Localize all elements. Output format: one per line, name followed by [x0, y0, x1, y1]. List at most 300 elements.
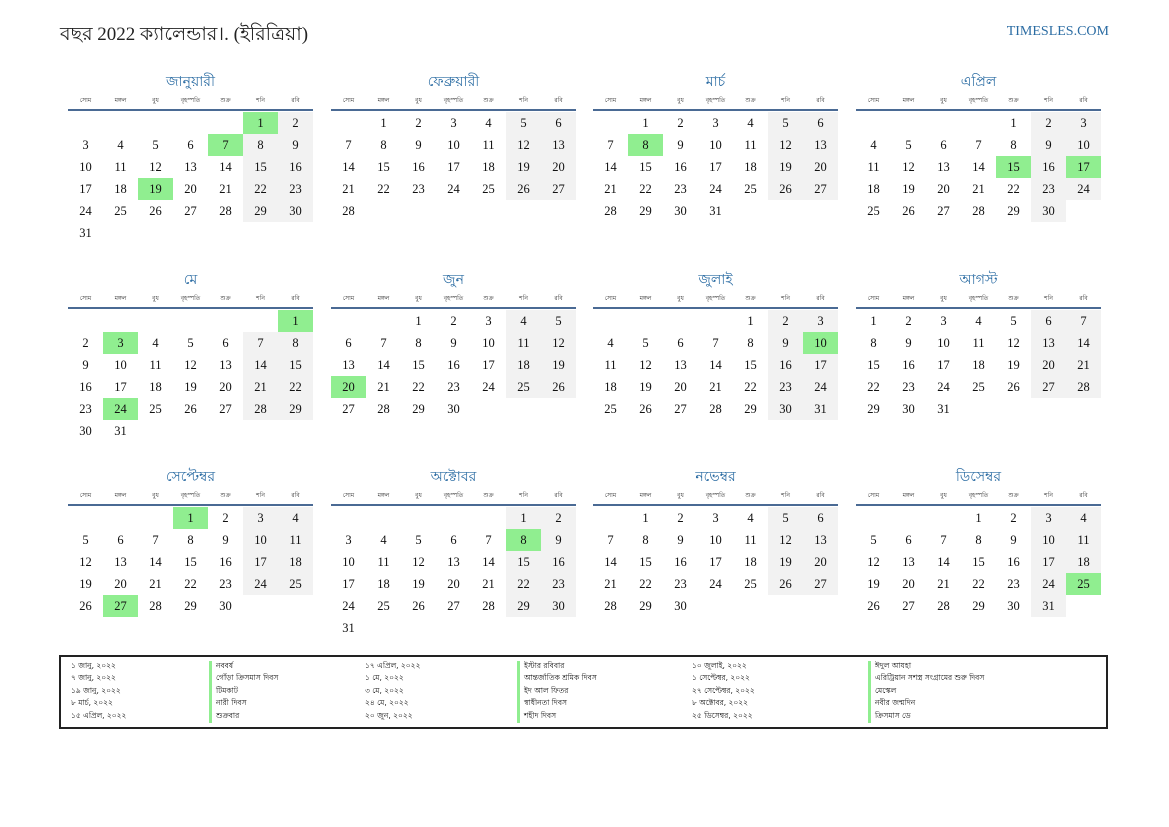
day-cell: 17 [482, 358, 495, 372]
empty-cell [926, 507, 961, 529]
day-cell: 2 [222, 511, 229, 525]
day-cell: 21 [482, 577, 495, 591]
weekday-label: রবি [291, 97, 300, 104]
day-cell: 22 [278, 376, 313, 398]
weekday-header [68, 93, 313, 111]
legend-date: ১৯ জানু, ২০২২ [71, 685, 121, 695]
day-cell: 19 [768, 551, 803, 573]
month-name: এপ্রিল [960, 75, 997, 90]
day-cell: 12 [768, 529, 803, 551]
day-cell: 19 [541, 354, 576, 376]
weekday-label: সোম [79, 295, 92, 302]
weekday-label: শনি [1044, 295, 1053, 302]
month-calendar [856, 468, 1101, 617]
day-cell: 18 [506, 354, 541, 376]
day-cell: 25 [972, 380, 985, 394]
empty-cell [366, 507, 401, 529]
day-cell: 19 [867, 577, 880, 591]
day-cell: 25 [377, 599, 390, 613]
weekday-header [856, 291, 1101, 309]
day-cell: 29 [278, 398, 313, 420]
day-cell: 7 [380, 336, 387, 350]
weekday-label: সোম [867, 295, 880, 302]
page-title: বছর 2022 ক্যালেন্ডার।. (ইরিত্রিয়া) [60, 24, 309, 45]
day-cell: 6 [541, 112, 576, 134]
day-cell: 22 [867, 380, 880, 394]
day-cell: 29 [639, 204, 652, 218]
day-cell: 4 [1066, 507, 1101, 529]
day-cell: 14 [937, 555, 950, 569]
month-calendar [593, 468, 838, 617]
day-cell: 5 [82, 533, 89, 547]
weekday-label: সোম [79, 492, 92, 499]
weekday-label: রবি [291, 492, 300, 499]
day-cell: 28 [972, 204, 985, 218]
day-cell: 6 [803, 112, 838, 134]
empty-cell [593, 310, 628, 332]
day-cell: 15 [744, 358, 757, 372]
day-cell: 4 [607, 336, 614, 350]
weekday-label: রবি [554, 492, 563, 499]
day-cell: 22 [744, 380, 757, 394]
day-cell: 9 [450, 336, 457, 350]
empty-cell [891, 507, 926, 529]
weekday-label: শনি [781, 295, 790, 302]
day-cell: 23 [447, 380, 460, 394]
day-cell: 9 [222, 533, 229, 547]
day-cell: 28 [937, 599, 950, 613]
empty-cell [68, 507, 103, 529]
day-cell: 21 [149, 577, 162, 591]
day-cell: 30 [902, 402, 915, 416]
day-cell: 14 [604, 555, 617, 569]
day-cell: 9 [541, 529, 576, 551]
day-cell: 9 [677, 138, 684, 152]
day-cell: 2 [1010, 511, 1017, 525]
weekday-label: বৃহস্পতি [443, 97, 464, 104]
weekday-header [68, 488, 313, 506]
day-cell: 19 [412, 577, 425, 591]
day-cell: 5 [541, 310, 576, 332]
weekday-label: সোম [342, 492, 355, 499]
day-cell: 16 [219, 555, 232, 569]
day-cell: 11 [482, 138, 495, 152]
weekday-label: মঙ্গল [639, 492, 652, 499]
weekday-label: রবি [1079, 97, 1088, 104]
day-cell: 1 [506, 507, 541, 529]
day-cell: 21 [1066, 354, 1101, 376]
day-cell: 2 [415, 116, 422, 130]
day-cell: 22 [972, 577, 985, 591]
day-cell: 9 [278, 134, 313, 156]
holiday-day-cell: 8 [506, 529, 541, 551]
day-cell: 29 [972, 599, 985, 613]
day-cell: 7 [243, 332, 278, 354]
day-cell: 21 [972, 182, 985, 196]
day-cell: 1 [642, 116, 649, 130]
day-cell: 23 [79, 402, 92, 416]
day-cell: 13 [674, 358, 687, 372]
weekday-label: বৃহস্পতি [705, 295, 726, 302]
weekday-label: রবি [816, 492, 825, 499]
legend-holiday-name: শহীদ দিবস [517, 711, 692, 723]
day-cell: 29 [744, 402, 757, 416]
day-cell: 8 [870, 336, 877, 350]
day-cell: 11 [867, 160, 880, 174]
day-cell: 17 [342, 577, 355, 591]
weekday-label: সোম [867, 97, 880, 104]
day-cell: 26 [506, 178, 541, 200]
day-cell: 16 [79, 380, 92, 394]
month-calendar [68, 468, 313, 617]
weekday-label: বুধ [152, 295, 159, 302]
day-cell: 26 [1007, 380, 1020, 394]
weekday-header [593, 291, 838, 309]
weekday-label: শুক্র [745, 492, 756, 499]
day-cell: 8 [187, 533, 194, 547]
day-cell: 25 [604, 402, 617, 416]
day-cell: 20 [803, 156, 838, 178]
day-cell: 11 [972, 336, 985, 350]
day-cell: 27 [219, 402, 232, 416]
legend-holiday-name: ক্রিসমাস ডে [868, 711, 1108, 723]
day-cell: 1 [380, 116, 387, 130]
weekday-label: শনি [256, 492, 265, 499]
holiday-day-cell: 10 [803, 332, 838, 354]
day-cell: 4 [485, 116, 492, 130]
weekday-label: শনি [1044, 492, 1053, 499]
day-cell: 30 [768, 398, 803, 420]
month-calendar [68, 271, 313, 442]
empty-cell [891, 112, 926, 134]
day-cell: 26 [541, 376, 576, 398]
day-cell: 25 [149, 402, 162, 416]
day-cell: 24 [482, 380, 495, 394]
weekday-label: মঙ্গল [377, 97, 390, 104]
holiday-day-cell: 8 [628, 134, 663, 156]
day-cell: 14 [342, 160, 355, 174]
legend-holiday-name: স্বাধীনতা দিবস [517, 698, 692, 710]
day-cell: 1 [747, 314, 754, 328]
day-cell: 23 [1031, 178, 1066, 200]
day-cell: 27 [803, 573, 838, 595]
day-cell: 12 [506, 134, 541, 156]
month-name: মার্চ [705, 75, 726, 90]
day-cell: 1 [642, 511, 649, 525]
day-cell: 27 [1031, 376, 1066, 398]
day-cell: 19 [1007, 358, 1020, 372]
empty-cell [331, 112, 366, 134]
day-cell: 10 [709, 533, 722, 547]
day-cell: 13 [541, 134, 576, 156]
day-cell: 16 [768, 354, 803, 376]
month-name: মে [183, 273, 198, 288]
holiday-day-cell: 27 [103, 595, 138, 617]
month-name: অক্টোবর [430, 470, 477, 485]
empty-cell [856, 507, 891, 529]
day-cell: 24 [243, 573, 278, 595]
day-cell: 26 [768, 573, 803, 595]
weekday-label: বৃহস্পতি [968, 295, 989, 302]
day-cell: 13 [114, 555, 127, 569]
empty-cell [331, 507, 366, 529]
day-cell: 20 [219, 380, 232, 394]
day-grid [593, 112, 838, 222]
day-cell: 24 [937, 380, 950, 394]
day-cell: 27 [184, 204, 197, 218]
day-cell: 27 [342, 402, 355, 416]
weekday-label: বুধ [415, 97, 422, 104]
day-cell: 29 [184, 599, 197, 613]
weekday-header [593, 93, 838, 111]
day-cell: 31 [342, 621, 355, 635]
empty-cell [698, 310, 733, 332]
month-name: জুন [443, 273, 464, 288]
day-cell: 1 [870, 314, 877, 328]
day-cell: 20 [902, 577, 915, 591]
empty-cell [926, 112, 961, 134]
empty-cell [68, 310, 103, 332]
day-cell: 22 [506, 573, 541, 595]
day-cell: 21 [709, 380, 722, 394]
day-cell: 27 [541, 178, 576, 200]
day-cell: 8 [415, 336, 422, 350]
empty-cell [138, 310, 173, 332]
weekday-label: শনি [256, 97, 265, 104]
legend-date: ১৭ এপ্রিল, ২০২২ [365, 661, 421, 670]
day-cell: 28 [342, 204, 355, 218]
weekday-label: বুধ [940, 97, 947, 104]
weekday-label: শুক্র [483, 97, 494, 104]
empty-cell [401, 507, 436, 529]
day-cell: 1 [975, 511, 982, 525]
weekday-label: সোম [342, 295, 355, 302]
empty-cell [593, 112, 628, 134]
day-cell: 18 [278, 551, 313, 573]
day-cell: 5 [642, 336, 649, 350]
day-cell: 5 [415, 533, 422, 547]
day-cell: 14 [604, 160, 617, 174]
day-cell: 16 [1031, 156, 1066, 178]
day-cell: 7 [940, 533, 947, 547]
month-calendar [68, 73, 313, 244]
day-cell: 9 [768, 332, 803, 354]
empty-cell [68, 112, 103, 134]
legend-holiday-name: নবীর জন্মদিন [868, 698, 1108, 710]
day-cell: 14 [149, 555, 162, 569]
empty-cell [628, 310, 663, 332]
holiday-day-cell: 24 [103, 398, 138, 420]
day-cell: 6 [905, 533, 912, 547]
day-cell: 16 [447, 358, 460, 372]
day-cell: 15 [243, 156, 278, 178]
weekday-label: বৃহস্পতি [705, 97, 726, 104]
legend-date: ১৫ এপ্রিল, ২০২২ [71, 710, 127, 720]
day-cell: 5 [905, 138, 912, 152]
day-cell: 20 [114, 577, 127, 591]
holiday-day-cell: 1 [173, 507, 208, 529]
weekday-label: মঙ্গল [639, 97, 652, 104]
day-cell: 2 [1031, 112, 1066, 134]
month-calendar [593, 73, 838, 222]
day-cell: 23 [674, 182, 687, 196]
day-cell: 24 [447, 182, 460, 196]
day-cell: 14 [243, 354, 278, 376]
day-cell: 9 [905, 336, 912, 350]
day-cell: 7 [345, 138, 352, 152]
empty-cell [173, 310, 208, 332]
holiday-day-cell: 15 [996, 156, 1031, 178]
day-cell: 10 [1031, 529, 1066, 551]
day-cell: 30 [674, 599, 687, 613]
legend-holiday-name: শুক্রবার [209, 711, 365, 723]
holiday-day-cell: 1 [243, 112, 278, 134]
day-cell: 12 [867, 555, 880, 569]
empty-cell [138, 112, 173, 134]
day-cell: 10 [937, 336, 950, 350]
day-cell: 23 [768, 376, 803, 398]
day-cell: 22 [639, 182, 652, 196]
day-cell: 2 [677, 511, 684, 525]
day-cell: 1 [415, 314, 422, 328]
empty-cell [138, 507, 173, 529]
weekday-label: বুধ [677, 97, 684, 104]
day-cell: 30 [541, 595, 576, 617]
empty-cell [593, 507, 628, 529]
day-cell: 5 [768, 112, 803, 134]
weekday-label: বৃহস্পতি [443, 492, 464, 499]
day-cell: 10 [447, 138, 460, 152]
day-cell: 16 [902, 358, 915, 372]
day-cell: 28 [604, 204, 617, 218]
weekday-label: সোম [604, 295, 617, 302]
day-cell: 17 [709, 555, 722, 569]
day-cell: 29 [506, 595, 541, 617]
day-cell: 16 [674, 555, 687, 569]
day-grid [331, 112, 576, 222]
day-cell: 21 [219, 182, 232, 196]
weekday-label: শুক্র [220, 295, 231, 302]
day-cell: 31 [803, 398, 838, 420]
day-cell: 12 [184, 358, 197, 372]
day-cell: 6 [940, 138, 947, 152]
day-cell: 31 [79, 226, 92, 240]
site-link[interactable]: TIMESLES.COM [1006, 24, 1109, 39]
day-cell: 21 [377, 380, 390, 394]
day-cell: 5 [152, 138, 159, 152]
day-cell: 20 [184, 182, 197, 196]
empty-cell [366, 310, 401, 332]
day-cell: 28 [1066, 376, 1101, 398]
legend-holiday-name: টিমকাট [209, 686, 365, 698]
day-cell: 2 [82, 336, 89, 350]
day-cell: 20 [803, 551, 838, 573]
day-cell: 15 [639, 555, 652, 569]
day-cell: 12 [412, 555, 425, 569]
day-cell: 13 [1031, 332, 1066, 354]
day-cell: 10 [342, 555, 355, 569]
day-cell: 13 [342, 358, 355, 372]
day-cell: 4 [506, 310, 541, 332]
day-cell: 14 [219, 160, 232, 174]
day-cell: 20 [937, 182, 950, 196]
empty-cell [663, 310, 698, 332]
day-cell: 18 [114, 182, 127, 196]
day-cell: 4 [152, 336, 159, 350]
day-cell: 28 [243, 398, 278, 420]
empty-cell [103, 112, 138, 134]
weekday-label: মঙ্গল [377, 295, 390, 302]
empty-cell [331, 310, 366, 332]
day-cell: 30 [79, 424, 92, 438]
day-cell: 8 [380, 138, 387, 152]
day-cell: 24 [342, 599, 355, 613]
month-name: সেপ্টেম্বর [165, 470, 216, 485]
legend-date: ১ মে, ২০২২ [365, 673, 404, 683]
day-cell: 28 [482, 599, 495, 613]
day-cell: 25 [506, 376, 541, 398]
day-cell: 15 [972, 555, 985, 569]
weekday-header [593, 488, 838, 506]
day-cell: 19 [768, 156, 803, 178]
day-cell: 3 [243, 507, 278, 529]
day-cell: 6 [450, 533, 457, 547]
day-cell: 12 [149, 160, 162, 174]
day-cell: 22 [184, 577, 197, 591]
day-grid [593, 310, 838, 420]
weekday-label: বৃহস্পতি [705, 492, 726, 499]
day-cell: 26 [412, 599, 425, 613]
day-cell: 11 [377, 555, 390, 569]
day-cell: 3 [345, 533, 352, 547]
weekday-label: রবি [816, 97, 825, 104]
weekday-label: বুধ [677, 492, 684, 499]
day-cell: 6 [803, 507, 838, 529]
weekday-label: শুক্র [1008, 492, 1019, 499]
legend-date: ১০ জুলাই, ২০২২ [692, 661, 747, 670]
legend-holiday-name: এরিট্রিয়ান সশস্ত্র সংগ্রামের শুরু দিবস [868, 673, 1108, 685]
day-cell: 30 [1007, 599, 1020, 613]
day-cell: 23 [219, 577, 232, 591]
day-cell: 25 [114, 204, 127, 218]
day-cell: 25 [482, 182, 495, 196]
day-cell: 15 [184, 555, 197, 569]
day-cell: 17 [447, 160, 460, 174]
weekday-label: বৃহস্পতি [180, 97, 201, 104]
legend-holiday-name: গোঁড়া ক্রিসমাস দিবস [209, 673, 365, 685]
day-cell: 27 [902, 599, 915, 613]
day-cell: 21 [937, 577, 950, 591]
day-cell: 9 [1031, 134, 1066, 156]
day-cell: 24 [709, 182, 722, 196]
day-cell: 27 [674, 402, 687, 416]
day-cell: 23 [541, 573, 576, 595]
day-grid [856, 507, 1101, 617]
day-cell: 11 [506, 332, 541, 354]
day-cell: 18 [744, 555, 757, 569]
day-cell: 27 [803, 178, 838, 200]
day-cell: 29 [412, 402, 425, 416]
day-cell: 15 [867, 358, 880, 372]
weekday-label: মঙ্গল [377, 492, 390, 499]
day-cell: 16 [674, 160, 687, 174]
day-cell: 17 [243, 551, 278, 573]
day-cell: 3 [82, 138, 89, 152]
weekday-label: রবি [291, 295, 300, 302]
empty-cell [856, 112, 891, 134]
month-calendar [331, 468, 576, 639]
day-cell: 4 [117, 138, 124, 152]
